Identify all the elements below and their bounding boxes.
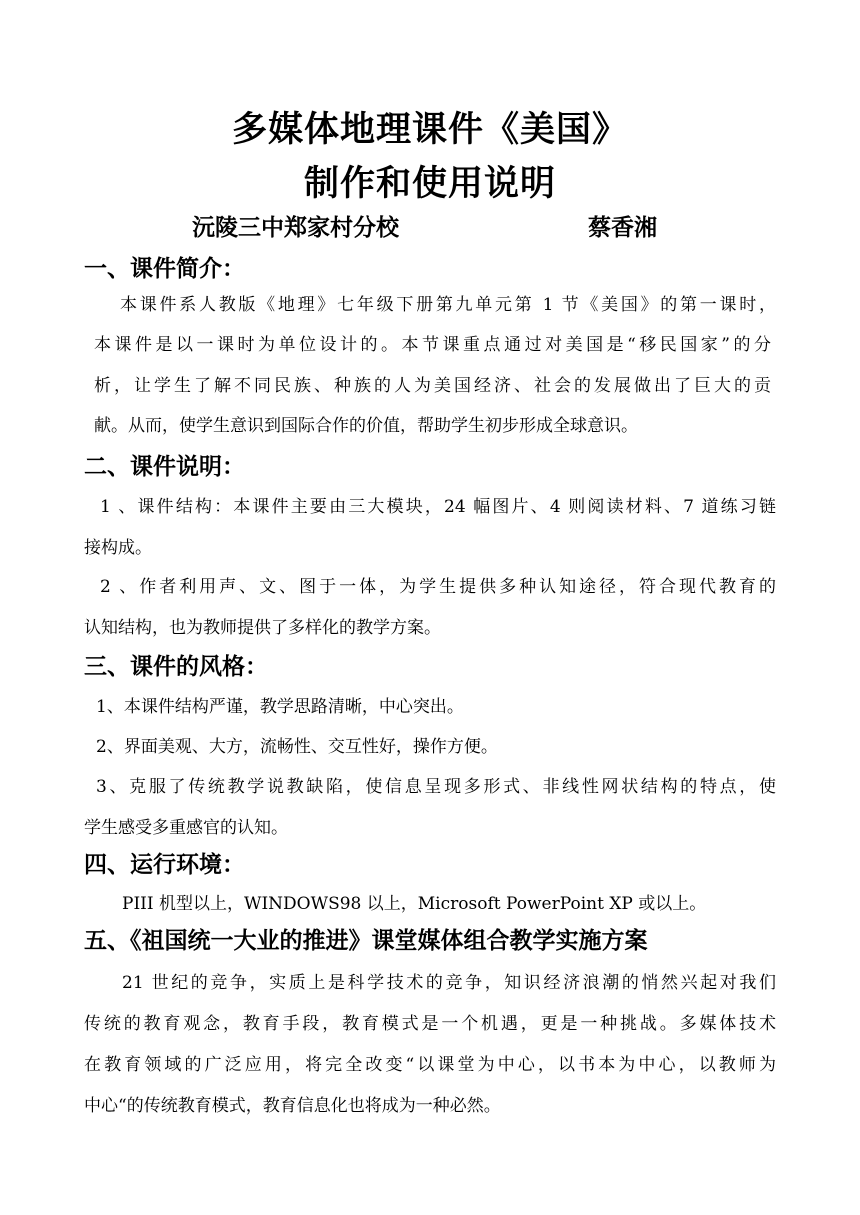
section-heading: 三、课件的风格： [84, 654, 268, 680]
paragraph-line: 3、克服了传统教学说教缺陷，使信息呈现多形式、非线性网状结构的特点，使 [96, 777, 776, 797]
section-heading: 四、运行环境： [84, 852, 245, 878]
paragraph-line: 2、界面美观、大方，流畅性、交互性好，操作方便。 [96, 737, 498, 757]
paragraph-line: 本课件系人教版《地理》七年级下册第九单元第 1 节《美国》的第一课时， [120, 295, 776, 315]
paragraph-line: 2 、作者利用声、文、图于一体，为学生提供多种认知途径，符合现代教育的 [100, 577, 776, 597]
paragraph-line: 1、本课件结构严谨，教学思路清晰，中心突出。 [96, 697, 464, 717]
paragraph-line: 接构成。 [84, 538, 152, 558]
paragraph-line: 本课件是以一课时为单位设计的。本节课重点通过对美国是“移民国家”的分 [94, 335, 771, 355]
paragraph-line: PIII 机型以上，WINDOWS98 以上，Microsoft PowerPoint XP 或以上。 [122, 894, 707, 914]
section-heading: 五、《祖国统一大业的推进》课堂媒体组合教学实施方案 [84, 928, 648, 954]
document-title: 多媒体地理课件《美国》 [231, 110, 628, 150]
author-school: 沅陵三中郑家村分校 [192, 215, 399, 241]
section-heading: 一、课件简介： [84, 256, 245, 282]
paragraph-line: 在教育领域的广泛应用，将完全改变“以课堂为中心，以书本为中心，以教师为 [84, 1055, 776, 1075]
author-name: 蔡香湘 [588, 215, 657, 241]
document-subtitle: 制作和使用说明 [303, 164, 556, 204]
paragraph-line: 学生感受多重感官的认知。 [84, 818, 288, 838]
paragraph-line: 献。从而，使学生意识到国际合作的价值，帮助学生初步形成全球意识。 [94, 416, 638, 436]
paragraph-line: 析，让学生了解不同民族、种族的人为美国经济、社会的发展做出了巨大的贡 [94, 376, 771, 396]
paragraph-line: 21 世纪的竞争，实质上是科学技术的竞争，知识经济浪潮的悄然兴起对我们 [122, 973, 776, 993]
paragraph-line: 中心“的传统教育模式，教育信息化也将成为一种必然。 [84, 1096, 501, 1116]
paragraph-line: 1 、课件结构：本课件主要由三大模块，24 幅图片、4 则阅读材料、7 道练习链 [100, 497, 776, 517]
paragraph-line: 传统的教育观念，教育手段，教育模式是一个机遇，更是一种挑战。多媒体技术 [84, 1014, 776, 1034]
paragraph-line: 认知结构，也为教师提供了多样化的教学方案。 [84, 618, 441, 638]
section-heading: 二、课件说明： [84, 454, 245, 480]
